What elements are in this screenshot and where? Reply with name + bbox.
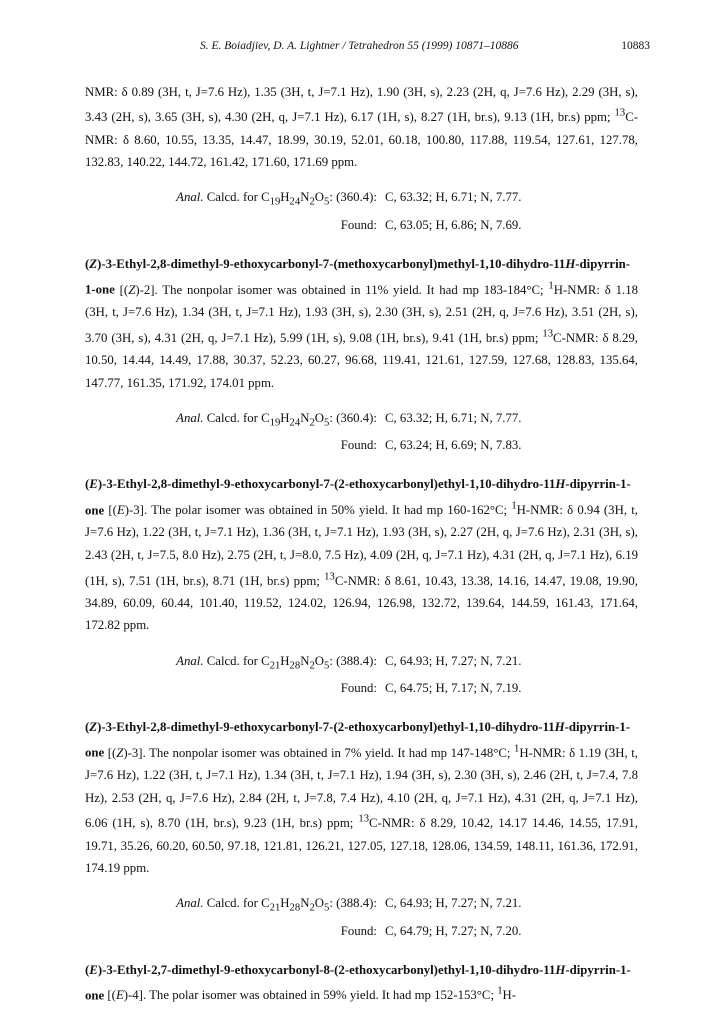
entry-text: [(E)-3]. The polar isomer was obtained in 50% yield. It had mp 160-162°C; $^1$H-NMR: δ 0.94 (3H, t, J=7.6 Hz), 1.22 (3H, t, J=7.1 Hz), 1.36 (3H, t, J=7.1 Hz), 1.93 (3H, s), 2.27 (2H, q, J=7.6 Hz), 2.31 (3H, s), 2.43 (2H, t, J=7.5, 8.0 Hz), 2.75 (2H, t, J=8.0, 7.5 Hz), 4.09 (2H, q, J=7.1 Hz), 4.31 (2H, q, J=7.1 Hz), 6.19 (1H, s), 7.51 (1H, br.s), 8.71 (1H, br.s) ppm; $^{13}$C-NMR: δ 8.61, 10.43, 13.38, 14.16, 14.47, 19.08, 19.90, 34.89, 60.09, 60.44, 101.40, 119.52, 124.02, 126.94, 126.98, 132.72, 139.64, 144.59, 161.43, 171.64, 172.82 ppm. bbox=[85, 500, 638, 633]
compound-title: (Z)-3-Ethyl-2,8-dimethyl-9-ethoxycarbonyl-7-(methoxycarbonyl)methyl-1,10-dihydro-11H-dipyrrin-1-one bbox=[85, 257, 631, 297]
found-row bbox=[85, 434, 638, 456]
found-label: Found: bbox=[340, 923, 377, 938]
calcd-label: Anal. Calcd. for $C_{21}H_{28}N_2O_5$: (388.4): bbox=[176, 896, 377, 914]
found-value: C, 63.24; H, 6.69; N, 7.83. bbox=[385, 438, 522, 453]
entry-paragraph bbox=[85, 716, 638, 879]
page-number: 10883 bbox=[621, 40, 650, 52]
entry-paragraph bbox=[85, 253, 638, 394]
found-value: C, 64.75; H, 7.17; N, 7.19. bbox=[385, 681, 522, 696]
entry-text: [(Z)-2]. The nonpolar isomer was obtained in 11% yield. It had mp 183-184°C; $^1$H-NMR: δ 1.18 (3H, t, J=7.6 Hz), 1.34 (3H, t, J=7.1 Hz), 1.93 (3H, s), 2.30 (3H, s), 2.51 (2H, q, J=7.6 Hz), 3.51 (2H, s), 3.70 (3H, s), 4.31 (2H, q, J=7.1 Hz), 5.99 (1H, s), 9.08 (1H, br.s), 9.41 (1H, br.s) ppm; $^{13}$C-NMR: δ 8.29, 10.50, 14.44, 14.49, 17.88, 30.37, 52.23, 60.27, 96.68, 119.41, 121.61, 127.59, 127.68, 128.83, 135.64, 147.77, 161.35, 171.92, 174.01 ppm. bbox=[85, 280, 638, 390]
calcd-label: Anal. Calcd. for $C_{19}H_{24}N_2O_5$: (360.4): bbox=[176, 410, 377, 429]
compound-entry bbox=[85, 81, 638, 236]
elemental-analysis bbox=[85, 186, 638, 236]
found-label: Found: bbox=[340, 218, 377, 233]
entry-text: [(E)-4]. The polar isomer was obtained in 59% yield. It had mp 152-153°C; $^1$H- bbox=[104, 986, 517, 1003]
calcd-row bbox=[85, 407, 638, 435]
calcd-value: C, 63.32; H, 6.71; N, 7.77. bbox=[385, 190, 522, 205]
calcd-value: C, 64.93; H, 7.27; N, 7.21. bbox=[385, 653, 522, 668]
calcd-row bbox=[85, 892, 638, 920]
entry-paragraph bbox=[85, 959, 638, 1007]
calcd-label: Anal. Calcd. for $C_{21}H_{28}N_2O_5$: (388.4): bbox=[176, 653, 377, 672]
page-body bbox=[85, 68, 638, 1020]
calcd-row bbox=[85, 650, 638, 678]
compound-title: (Z)-3-Ethyl-2,8-dimethyl-9-ethoxycarbonyl-7-(2-ethoxycarbonyl)ethyl-1,10-dihydro-11H-dipyrrin-1-one bbox=[85, 720, 631, 760]
calcd-value: C, 63.32; H, 6.71; N, 7.77. bbox=[385, 410, 522, 425]
calcd-row bbox=[85, 186, 638, 214]
running-header bbox=[0, 40, 720, 60]
compound-title: (E)-3-Ethyl-2,7-dimethyl-9-ethoxycarbonyl-8-(2-ethoxycarbonyl)ethyl-1,10-dihydro-11H-dipyrrin-1-one bbox=[85, 962, 631, 1003]
found-value: C, 64.79; H, 7.27; N, 7.20. bbox=[385, 923, 522, 938]
compound-entry bbox=[85, 253, 638, 456]
compound-entry bbox=[85, 716, 638, 942]
entry-paragraph bbox=[85, 473, 638, 636]
running-title: S. E. Boiadjiev, D. A. Lightner / Tetrahedron 55 (1999) 10871–10886 bbox=[200, 40, 519, 52]
calcd-label: Anal. Calcd. for $C_{19}H_{24}N_2O_5$: (360.4): bbox=[176, 190, 377, 209]
entry-text: NMR: δ 0.89 (3H, t, J=7.6 Hz), 1.35 (3H, t, J=7.1 Hz), 1.90 (3H, s), 2.23 (2H, q, J=7.6 Hz), 2.29 (3H, s), 3.43 (2H, s), 3.65 (3H, s), 4.30 (2H, q, J=7.1 Hz), 6.17 (1H, s), 8.27 (1H, br.s), 9.13 (1H, br.s) ppm; $^{13}$C-NMR: δ 8.60, 10.55, 13.35, 14.47, 18.99, 30.19, 52.01, 60.18, 100.80, 117.88, 119.54, 127.61, 127.78, 132.83, 140.22, 144.72, 161.42, 171.60, 171.69 ppm. bbox=[85, 84, 638, 170]
compound-title: (E)-3-Ethyl-2,8-dimethyl-9-ethoxycarbonyl-7-(2-ethoxycarbonyl)ethyl-1,10-dihydro-11H-dipyrrin-1-one bbox=[85, 477, 631, 518]
found-value: C, 63.05; H, 6.86; N, 7.69. bbox=[385, 218, 522, 233]
found-label: Found: bbox=[340, 681, 377, 696]
elemental-analysis bbox=[85, 650, 638, 700]
compound-entry bbox=[85, 473, 638, 699]
elemental-analysis bbox=[85, 407, 638, 457]
entry-text: [(Z)-3]. The nonpolar isomer was obtained in 7% yield. It had mp 147-148°C; $^1$H-NMR: δ 1.19 (3H, t, J=7.6 Hz), 1.22 (3H, t, J=7.1 Hz), 1.34 (3H, t, J=7.1 Hz), 1.94 (3H, s), 2.30 (3H, s), 2.46 (2H, t, J=7.4, 7.8 Hz), 2.53 (2H, q, J=7.6 Hz), 2.84 (2H, t, J=7.8, 7.4 Hz), 4.10 (2H, q, J=7.1 Hz), 4.31 (2H, q, J=7.1 Hz), 6.06 (1H, s), 8.70 (1H, br.s), 9.23 (1H, br.s) ppm; $^{13}$C-NMR: δ 8.29, 10.42, 14.17 14.46, 14.55, 17.91, 19.71, 35.26, 60.20, 60.50, 97.18, 121.81, 126.21, 127.05, 127.18, 128.06, 134.59, 148.11, 161.36, 172.91, 174.19 ppm. bbox=[85, 743, 638, 876]
entry-paragraph bbox=[85, 81, 638, 174]
found-label: Found: bbox=[340, 438, 377, 453]
found-row bbox=[85, 214, 638, 236]
compound-entry bbox=[85, 959, 638, 1007]
calcd-value: C, 64.93; H, 7.27; N, 7.21. bbox=[385, 896, 522, 911]
found-row bbox=[85, 920, 638, 942]
found-row bbox=[85, 677, 638, 699]
elemental-analysis bbox=[85, 892, 638, 942]
